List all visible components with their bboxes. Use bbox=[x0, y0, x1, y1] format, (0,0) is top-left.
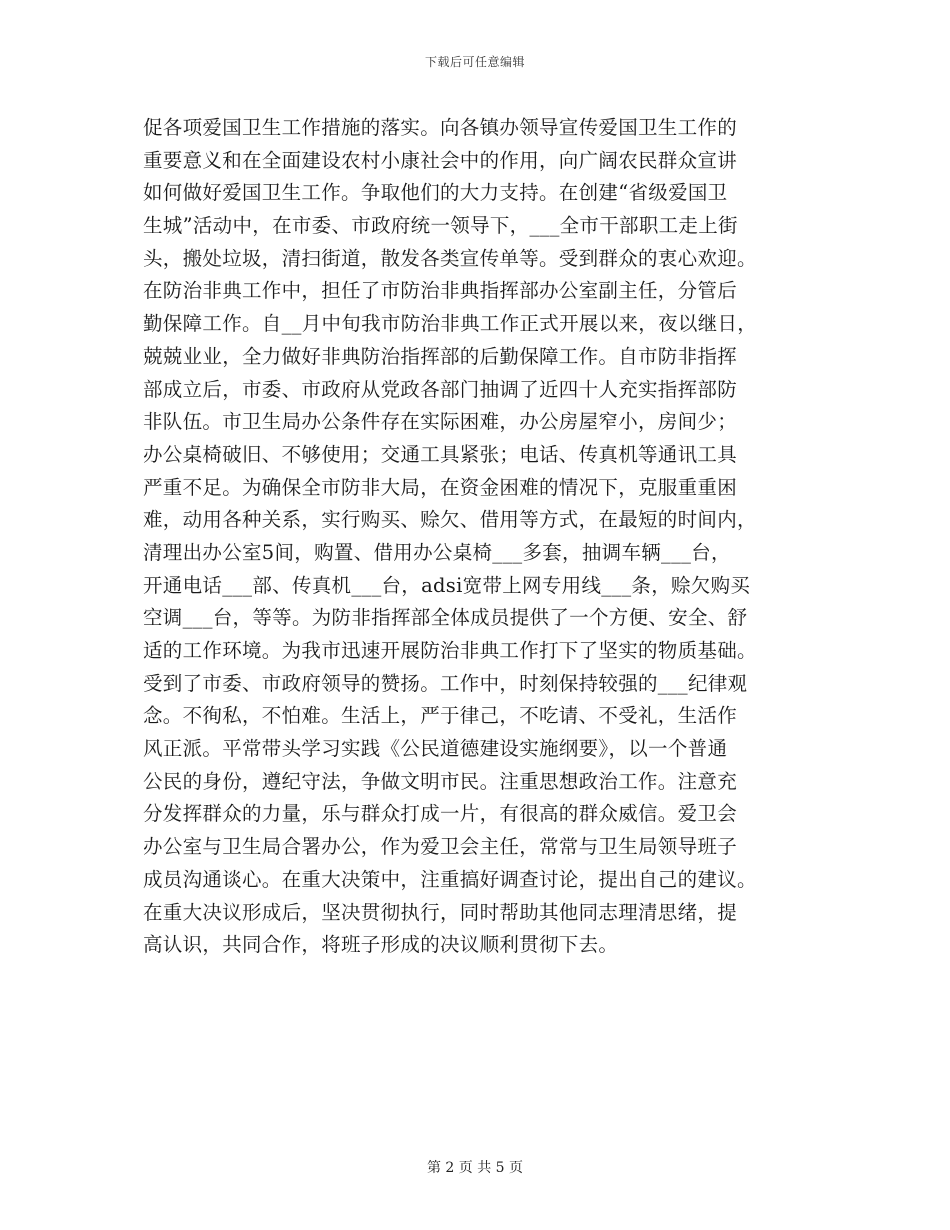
body-line: 非队伍。市卫生局办公条件存在实际困难，办公房屋窄小，房间少； bbox=[143, 410, 738, 434]
body-line: 促各项爱国卫生工作措施的落实。向各镇办领导宣传爱国卫生工作的 bbox=[143, 116, 738, 139]
body-line: 风正派。平常带头学习实践《公民道德建设实施纲要》，以一个普通 bbox=[143, 737, 728, 761]
body-line: 兢兢业业，全力做好非典防治指挥部的后勤保障工作。自市防非指挥 bbox=[143, 344, 738, 368]
body-line: 分发挥群众的力量，乐与群众打成一片，有很高的群众威信。爱卫会 bbox=[143, 802, 738, 826]
body-line: 生城”活动中，在市委、市政府统一领导下，___全市干部职工走上街 bbox=[143, 214, 738, 238]
body-line: 在重大决议形成后，坚决贯彻执行，同时帮助其他同志理清思绪，提 bbox=[143, 900, 738, 924]
body-line: 在防治非典工作中，担任了市防治非典指挥部办公室副主任，分管后 bbox=[143, 279, 738, 303]
body-line: 办公室与卫生局合署办公，作为爱卫会主任，常常与卫生局领导班子 bbox=[143, 835, 738, 859]
body-line: 部成立后，市委、市政府从党政各部门抽调了近四十人充实指挥部防 bbox=[143, 377, 738, 401]
page-header: 下载后可任意编辑 bbox=[424, 55, 525, 69]
body-line: 头，搬处垃圾，清扫街道，散发各类宣传单等。受到群众的衷心欢迎。 bbox=[143, 246, 757, 270]
body-line: 高认识，共同合作，将班子形成的决议顺利贯彻下去。 bbox=[143, 933, 619, 957]
body-line: 清理出办公室5间，购置、借用办公桌椅___多套，抽调车辆___台， bbox=[143, 540, 731, 564]
body-line: 如何做好爱国卫生工作。争取他们的大力支持。在创建“省级爱国卫 bbox=[143, 181, 728, 205]
body-line: 念。不徇私，不怕难。生活上，严于律己，不吃请、不受礼，生活作 bbox=[143, 704, 738, 728]
body-line: 成员沟通谈心。在重大决策中，注重搞好调查讨论，提出自己的建议。 bbox=[143, 867, 757, 891]
body-line: 难，动用各种关系，实行购买、赊欠、借用等方式，在最短的时间内， bbox=[143, 508, 757, 532]
page-number: 第 2 页 共 5 页 bbox=[426, 1160, 524, 1176]
body-line: 勤保障工作。自__月中旬我市防治非典工作正式开展以来，夜以继日， bbox=[143, 312, 758, 336]
body-line: 公民的身份，遵纪守法，争做文明市民。注重思想政治工作。注意充 bbox=[143, 769, 738, 793]
body-line: 重要意义和在全面建设农村小康社会中的作用，向广阔农民群众宣讲 bbox=[143, 148, 738, 172]
body-line: 办公桌椅破旧、不够使用；交通工具紧张；电话、传真机等通讯工具 bbox=[143, 442, 738, 466]
body-line: 开通电话___部、传真机___台，adsi宽带上网专用线___条，赊欠购买 bbox=[143, 573, 751, 597]
body-line: 严重不足。为确保全市防非大局，在资金困难的情况下，克服重重困 bbox=[143, 475, 738, 499]
body-line: 空调___台，等等。为防非指挥部全体成员提供了一个方便、安全、舒 bbox=[143, 606, 748, 630]
body-line: 受到了市委、市政府领导的赞扬。工作中，时刻保持较强的___纪律观 bbox=[143, 671, 748, 695]
body-line: 适的工作环境。为我市迅速开展防治非典工作打下了坚实的物质基础。 bbox=[143, 639, 757, 662]
document-body bbox=[143, 112, 823, 962]
